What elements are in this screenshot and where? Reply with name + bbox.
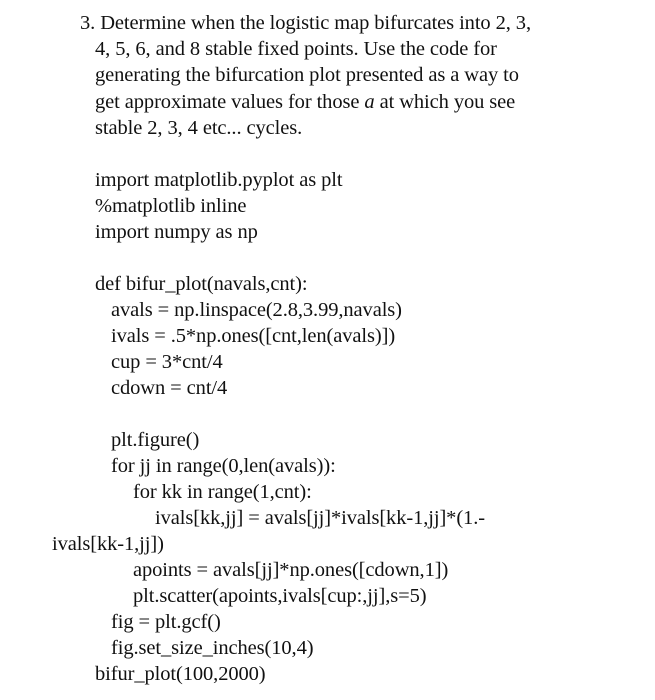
code-for-kk: for kk in range(1,cnt): [133,481,312,503]
code-cup: cup = 3*cnt/4 [111,351,223,373]
question-line-3: generating the bifurcation plot presented as a way to [95,64,519,86]
question-line-4 [95,89,515,115]
variable-a: a [364,91,375,113]
code-matplotlib-inline: %matplotlib inline [95,195,247,217]
code-import-matplotlib: import matplotlib.pyplot as plt [95,169,343,191]
code-for-jj: for jj in range(0,len(avals)): [111,455,336,477]
code-scatter: plt.scatter(apoints,ivals[cup:,jj],s=5) [133,585,427,607]
code-assign-wrap: ivals[kk-1,jj]) [52,533,164,555]
code-apoints: apoints = avals[jj]*np.ones([cdown,1]) [133,559,449,581]
question-line-1: 3. Determine when the logistic map bifurcates into 2, 3, [80,12,531,34]
question-line-4-start: get approximate values for those [95,91,365,113]
code-import-numpy: import numpy as np [95,221,258,243]
question-line-4-end: at which you see [374,91,516,113]
code-def-line: def bifur_plot(navals,cnt): [95,273,308,295]
code-ivals: ivals = .5*np.ones([cnt,len(avals)]) [111,325,396,347]
code-avals: avals = np.linspace(2.8,3.99,navals) [111,299,402,321]
code-gcf: fig = plt.gcf() [111,611,221,633]
question-line-5: stable 2, 3, 4 etc... cycles. [95,117,303,139]
code-cdown: cdown = cnt/4 [111,377,228,399]
question-line-2: 4, 5, 6, and 8 stable fixed points. Use the code for [95,38,497,60]
code-call: bifur_plot(100,2000) [95,663,266,685]
code-plt-figure: plt.figure() [111,429,200,451]
code-assign: ivals[kk,jj] = avals[jj]*ivals[kk-1,jj]*(1.- [155,507,485,529]
code-set-size: fig.set_size_inches(10,4) [111,637,314,659]
